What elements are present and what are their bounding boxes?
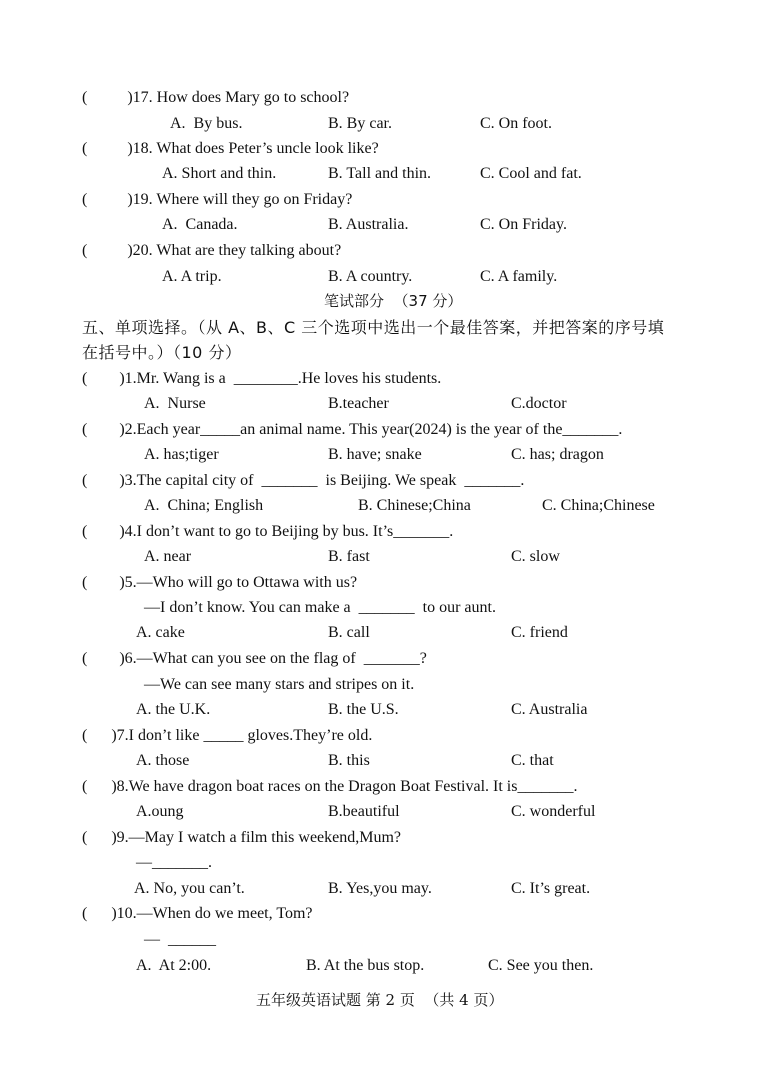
q9-stem: ( )9.—May I watch a film this weekend,Mum? xyxy=(82,829,402,846)
q19-stem: ( )19. Where will they go on Friday? xyxy=(82,191,353,208)
q10-stem: ( )10.—When do we meet, Tom? xyxy=(82,905,313,922)
page-footer: 五年级英语试题 第 2 页 （共 4 页） xyxy=(256,991,504,1009)
q9-option-c: C. It’s great. xyxy=(511,880,591,897)
q3-option-b: B. Chinese;China xyxy=(358,497,471,514)
q7-option-b: B. this xyxy=(328,752,370,769)
q20-option-b: B. A country. xyxy=(328,268,413,285)
q10-option-c: C. See you then. xyxy=(488,957,594,974)
q10-option-a: A. At 2:00. xyxy=(136,957,212,974)
q2-option-a: A. has;tiger xyxy=(144,446,219,463)
written-part-title: 笔试部分 （37 分） xyxy=(324,292,463,310)
q5-option-c: C. friend xyxy=(511,624,568,641)
section5-instruction-line1: 五、单项选择。（从 A、B、C 三个选项中选出一个最佳答案，并把答案的序号填 xyxy=(82,318,665,337)
q2-option-b: B. have; snake xyxy=(328,446,422,463)
q1-option-b: B.teacher xyxy=(328,395,389,412)
q5-option-b: B. call xyxy=(328,624,370,641)
section5-instruction-line2: 在括号中。）（10 分） xyxy=(82,343,242,362)
q8-option-b: B.beautiful xyxy=(328,803,400,820)
q9-option-b: B. Yes,you may. xyxy=(328,880,432,897)
q20-stem: ( )20. What are they talking about? xyxy=(82,242,342,259)
q6-option-b: B. the U.S. xyxy=(328,701,399,718)
q10-option-b: B. At the bus stop. xyxy=(306,957,425,974)
q8-option-a: A.oung xyxy=(136,803,184,820)
q8-stem: ( )8.We have dragon boat races on the Dragon Boat Festival. It is_______. xyxy=(82,778,578,795)
q6-stem: ( )6.—What can you see on the flag of _______? xyxy=(82,650,427,667)
q6-stem-line2: —We can see many stars and stripes on it. xyxy=(144,676,415,693)
q6-option-c: C. Australia xyxy=(511,701,588,718)
q7-stem: ( )7.I don’t like _____ gloves.They’re old. xyxy=(82,727,373,744)
q1-option-c: C.doctor xyxy=(511,395,567,412)
q7-option-c: C. that xyxy=(511,752,554,769)
q17-option-b: B. By car. xyxy=(328,115,392,132)
q18-option-b: B. Tall and thin. xyxy=(328,165,432,182)
q20-option-a: A. A trip. xyxy=(162,268,222,285)
q5-stem: ( )5.—Who will go to Ottawa with us? xyxy=(82,574,358,591)
q18-stem: ( )18. What does Peter’s uncle look like? xyxy=(82,140,379,157)
q19-option-a: A. Canada. xyxy=(162,216,238,233)
q9-option-a: A. No, you can’t. xyxy=(134,880,245,897)
q18-option-a: A. Short and thin. xyxy=(162,165,277,182)
q3-option-a: A. China; English xyxy=(144,497,264,514)
q5-option-a: A. cake xyxy=(136,624,185,641)
q17-option-a: A. By bus. xyxy=(170,115,243,132)
q4-option-b: B. fast xyxy=(328,548,370,565)
q1-option-a: A. Nurse xyxy=(144,395,206,412)
q19-option-c: C. On Friday. xyxy=(480,216,567,233)
q3-option-c: C. China;Chinese xyxy=(542,497,655,514)
q1-stem: ( )1.Mr. Wang is a ________.He loves his students. xyxy=(82,370,442,387)
q19-option-b: B. Australia. xyxy=(328,216,409,233)
q20-option-c: C. A family. xyxy=(480,268,558,285)
q4-option-c: C. slow xyxy=(511,548,560,565)
q5-stem-line2: —I don’t know. You can make a _______ to our aunt. xyxy=(144,599,496,616)
q6-option-a: A. the U.K. xyxy=(136,701,211,718)
q9-stem-line2: —_______. xyxy=(136,854,212,871)
q7-option-a: A. those xyxy=(136,752,190,769)
q18-option-c: C. Cool and fat. xyxy=(480,165,582,182)
q2-option-c: C. has; dragon xyxy=(511,446,604,463)
q8-option-c: C. wonderful xyxy=(511,803,596,820)
q4-option-a: A. near xyxy=(144,548,192,565)
q4-stem: ( )4.I don’t want to go to Beijing by bus. It’s_______. xyxy=(82,523,454,540)
q17-stem: ( )17. How does Mary go to school? xyxy=(82,89,350,106)
q17-option-c: C. On foot. xyxy=(480,115,552,132)
q10-stem-line2: — ______ xyxy=(144,931,216,948)
q2-stem: ( )2.Each year_____an animal name. This year(2024) is the year of the_______. xyxy=(82,421,623,438)
q3-stem: ( )3.The capital city of _______ is Beijing. We speak _______. xyxy=(82,472,525,489)
